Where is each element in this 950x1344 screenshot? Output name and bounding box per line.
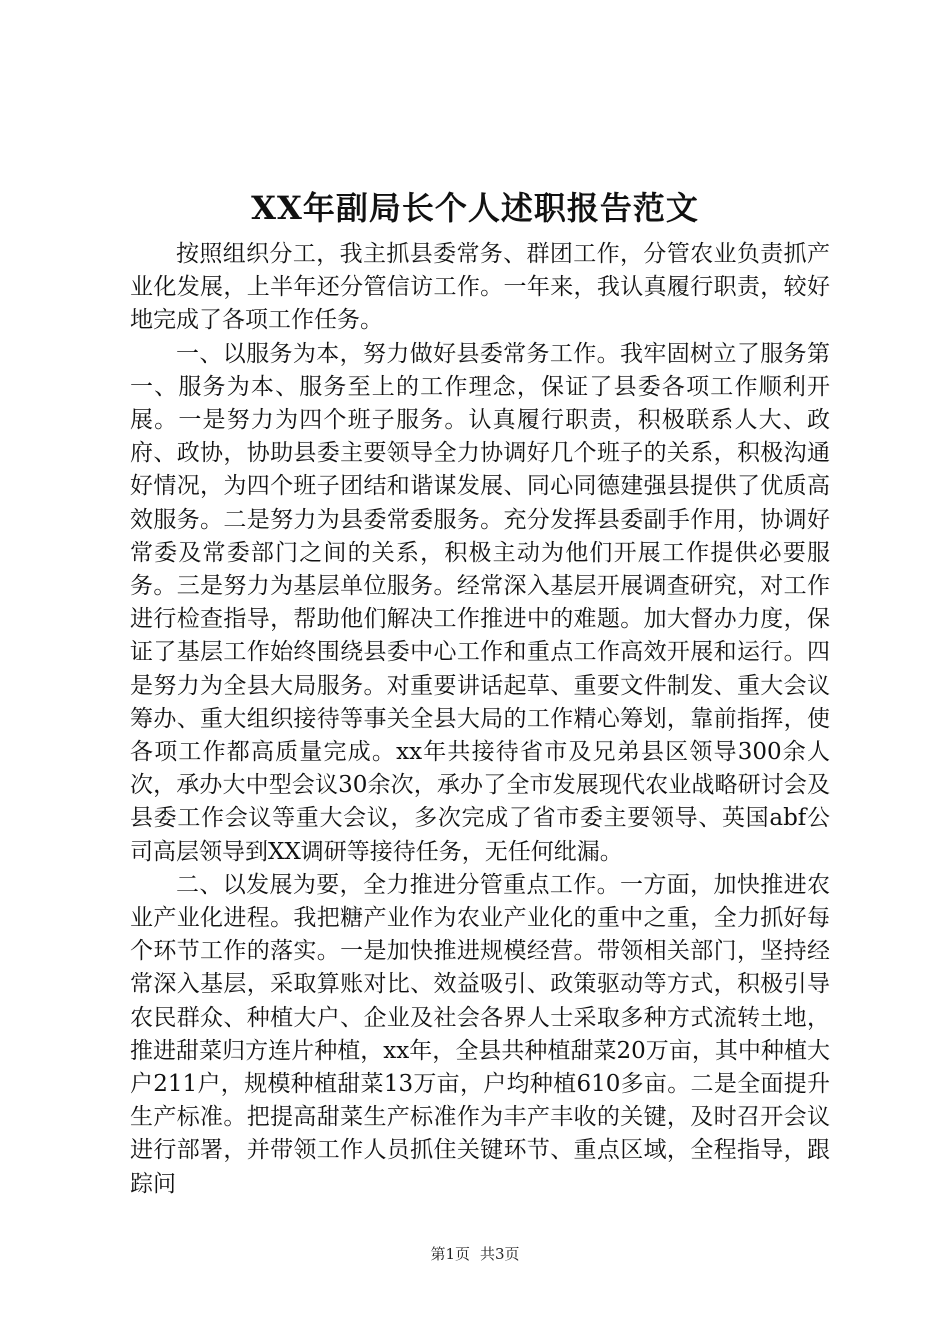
paragraph-section-two: 二、以发展为要，全力推进分管重点工作。一方面，加快推进农业产业化进程。我把糖产业作为农业产业化的重中之重，全力抓好每个环节工作的落实。一是加快推进规模经营。带领相关部门，坚持经常深入基层，采取算账对比、效益吸引、政策驱动等方式，积极引导农民群众、种植大户、企业及社会各界人士采取多种方式流转土地，推进甜菜归方连片种植，xx年，全县共种植甜菜20万亩，其中种植大户211户，规模种植甜菜13万亩，户均种植610多亩。二是全面提升生产标准。把提高甜菜生产标准作为丰产丰收的关键，及时召开会议进行部署，并带领工作人员抓住关键环节、重点区域，全程指导，跟踪问	[130, 871, 830, 1197]
page-number: 第1页	[430, 1245, 470, 1263]
paragraph-section-one: 一、以服务为本，努力做好县委常务工作。我牢固树立了服务第一、服务为本、服务至上的工作理念，保证了县委各项工作顺利开展。一是努力为四个班子服务。认真履行职责，积极联系人大、政府、政协，协助县委主要领导全力协调好几个班子的关系，积极沟通好情况，为四个班子团结和谐谋发展、同心同德建强县提供了优质高效服务。二是努力为县委常委服务。充分发挥县委副手作用，协调好常委及常委部门之间的关系，积极主动为他们开展工作提供必要服务。三是努力为基层单位服务。经常深入基层开展调查研究，对工作进行检查指导，帮助他们解决工作推进中的难题。加大督办力度，保证了基层工作始终围绕县委中心工作和重点工作高效开展和运行。四是努力为全县大局服务。对重要讲话起草、重要文件制发、重大会议筹办、重大组织接待等事关全县大局的工作精心筹划，靠前指挥，使各项工作都高质量完成。xx年共接待省市及兄弟县区领导300余人次，承办大中型会议30余次，承办了全市发展现代农业战略研讨会及县委工作会议等重大会议，多次完成了省市委主要领导、英国abf公司高层领导到XX调研等接待任务，无任何纰漏。	[130, 340, 830, 865]
document-body	[130, 238, 830, 1201]
page-footer	[0, 1244, 950, 1264]
paragraph-intro: 按照组织分工，我主抓县委常务、群团工作，分管农业负责抓产业化发展，上半年还分管信访工作。一年来，我认真履行职责，较好地完成了各项工作任务。	[130, 241, 830, 334]
document-title: XX年副局长个人述职报告范文	[251, 189, 699, 227]
page-total: 共3页	[480, 1245, 520, 1263]
